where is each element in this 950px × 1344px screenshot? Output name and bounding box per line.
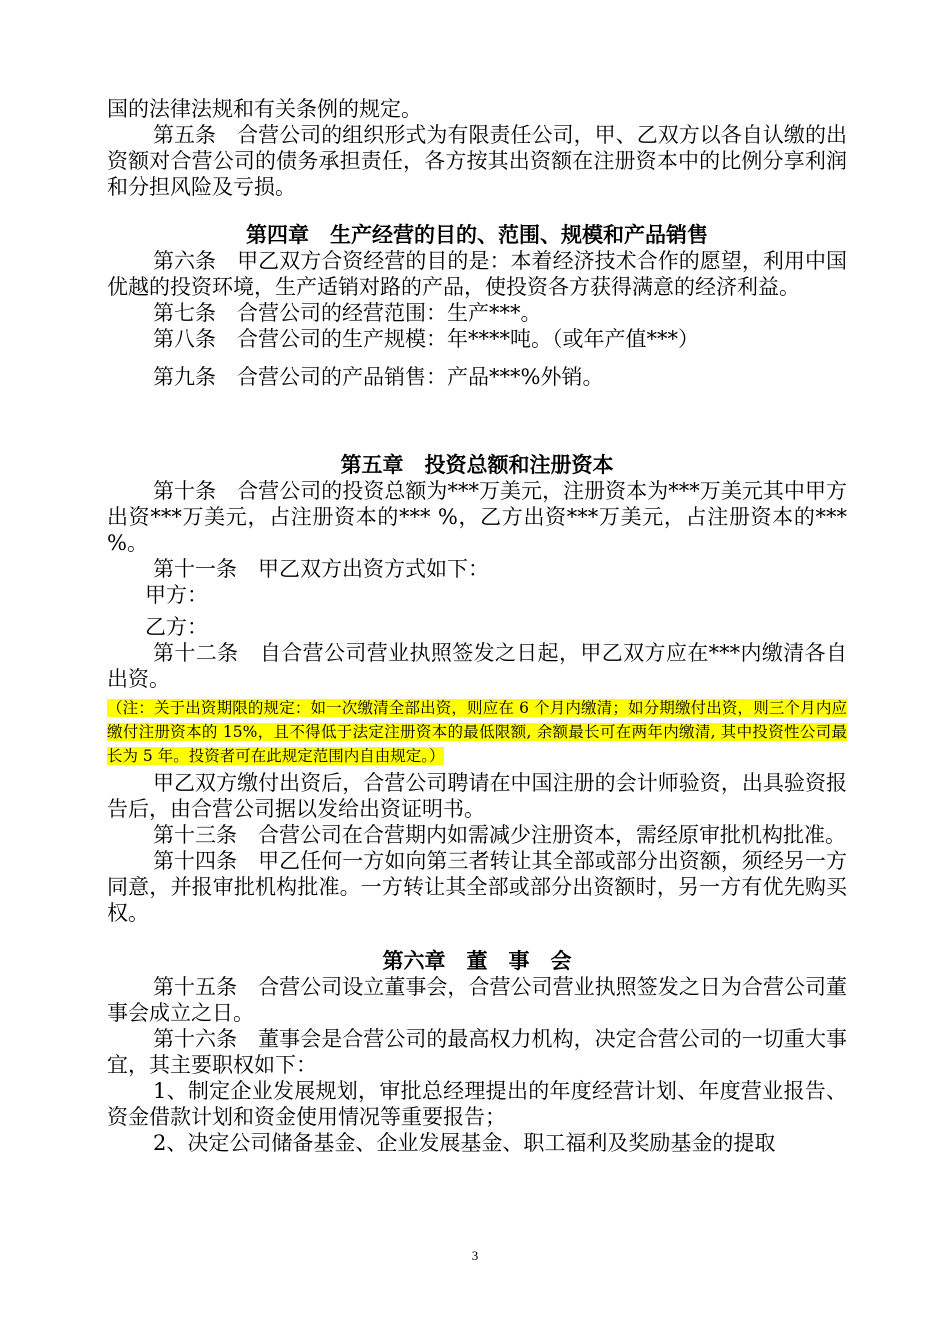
article-14: 第十四条 甲乙任何一方如向第三者转让其全部或部分出资额，须经另一方同意，并报审批机构批准。一方转让其全部或部分出资额时，另一方有优先购买权。: [107, 849, 847, 925]
article-16: 第十六条 董事会是合营公司的最高权力机构，决定合营公司的一切重大事宜，其主要职权如下：: [107, 1027, 847, 1077]
article-11: 第十一条 甲乙双方出资方式如下：: [153, 557, 489, 581]
chapter-4-heading: 第四章 生产经营的目的、范围、规模和产品销售: [246, 223, 708, 247]
spacer: [107, 352, 847, 364]
highlighted-note: [107, 696, 847, 768]
list-item-1: 1、制定企业发展规划，审批总经理提出的年度经营计划、年度营业报告、资金借款计划和资金使用情况等重要报告；: [107, 1079, 847, 1129]
document-page: [107, 96, 847, 1156]
spacer: [107, 390, 847, 452]
article-8: 第八条 合营公司的生产规模：年****吨。（或年产值***）: [153, 327, 699, 351]
chapter-5-heading: 第五章 投资总额和注册资本: [340, 453, 614, 477]
article-6: 第六条 甲乙双方合资经营的目的是：本着经济技术合作的愿望，利用中国优越的投资环境，生产适销对路的产品，使投资各方获得满意的经济利益。: [107, 249, 847, 299]
article-7: 第七条 合营公司的经营范围：生产***。: [153, 301, 542, 325]
chapter-6-heading: 第六章 董 事 会: [382, 949, 572, 973]
article-5: 第五条 合营公司的组织形式为有限责任公司，甲、乙双方以各自认缴的出资额对合营公司的债务承担责任，各方按其出资额在注册资本中的比例分享利润和分担风险及亏损。: [107, 123, 847, 199]
party-b-label: 乙方：: [145, 615, 208, 639]
spacer: [107, 200, 847, 222]
article-12: 第十二条 自合营公司营业执照签发之日起，甲乙双方应在***内缴清各自出资。: [107, 641, 847, 691]
page-number: 3: [471, 1248, 479, 1263]
list-item-2: 2、决定公司储备基金、企业发展基金、职工福利及奖励基金的提取: [153, 1131, 776, 1155]
article-9: 第九条 合营公司的产品销售：产品***%外销。: [153, 365, 604, 389]
spacer: [107, 926, 847, 948]
article-15: 第十五条 合营公司设立董事会，合营公司营业执照签发之日为合营公司董事会成立之日。: [107, 975, 847, 1025]
note-highlight: （注：关于出资期限的规定：如一次缴清全部出资，则应在 6 个月内缴清；如分期缴付出资，则三个月内应缴付注册资本的 15%，且不得低于法定注册资本的最低限额, 余额最长可在两年内缴清, 其中投资性公司最长为 5 年。投资者可在此规定范围内自由规定。）: [107, 699, 847, 765]
article-10: 第十条 合营公司的投资总额为***万美元，注册资本为***万美元其中甲方出资***万美元，占注册资本的*** %，乙方出资***万美元，占注册资本的*** %。: [107, 479, 847, 555]
party-a-label: 甲方：: [145, 583, 208, 607]
paragraph-continuation: 国的法律法规和有关条例的规定。: [107, 97, 422, 121]
article-13: 第十三条 合营公司在合营期内如需减少注册资本，需经原审批机构批准。: [153, 823, 846, 847]
capital-verification: 甲乙双方缴付出资后，合营公司聘请在中国注册的会计师验资，出具验资报告后，由合营公司据以发给出资证明书。: [107, 771, 847, 821]
